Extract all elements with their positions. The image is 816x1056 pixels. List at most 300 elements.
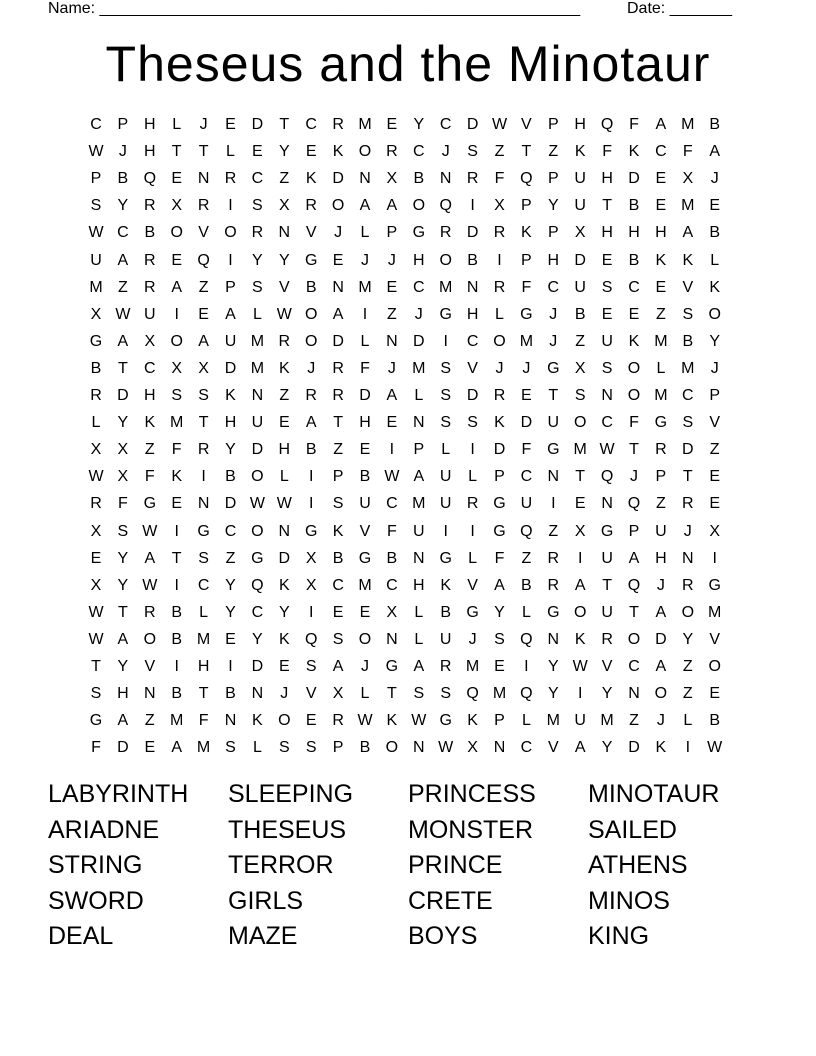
- grid-letter: P: [709, 387, 721, 404]
- grid-letter: M: [519, 332, 534, 350]
- word-list-item: MINOS: [588, 886, 670, 915]
- grid-letter: A: [332, 658, 344, 675]
- grid-row: [0, 653, 816, 680]
- grid-letter: R: [439, 224, 452, 242]
- grid-letter: I: [174, 522, 179, 540]
- grid-letter: S: [413, 685, 425, 703]
- grid-letter: C: [628, 658, 640, 675]
- grid-letter: F: [602, 143, 612, 161]
- grid-letter: L: [414, 603, 424, 621]
- grid-row: [0, 436, 816, 463]
- grid-letter: L: [468, 468, 478, 486]
- grid-row: [0, 707, 816, 734]
- date-field-label: Date: _______: [627, 0, 732, 17]
- grid-letter: Z: [629, 712, 639, 730]
- grid-letter: L: [360, 332, 370, 350]
- grid-letter: E: [171, 170, 183, 188]
- grid-letter: X: [198, 359, 209, 377]
- grid-letter: Y: [413, 116, 425, 133]
- grid-letter: O: [708, 658, 721, 675]
- grid-letter: U: [601, 603, 613, 621]
- grid-letter: B: [574, 305, 586, 323]
- grid-letter: T: [333, 414, 343, 432]
- grid-letter: R: [90, 495, 102, 513]
- grid-letter: Z: [656, 305, 666, 323]
- grid-row: [0, 382, 816, 409]
- grid-letter: Q: [304, 630, 318, 648]
- grid-letter: H: [144, 116, 156, 133]
- grid-letter: N: [413, 739, 425, 757]
- grid-letter: F: [494, 170, 505, 188]
- grid-letter: H: [278, 441, 291, 459]
- grid-row: [0, 165, 816, 192]
- grid-letter: O: [654, 685, 668, 703]
- grid-letter: W: [572, 658, 588, 675]
- grid-letter: L: [656, 359, 666, 377]
- grid-letter: K: [278, 576, 290, 594]
- grid-letter: D: [628, 739, 640, 757]
- grid-letter: S: [198, 387, 209, 404]
- grid-letter: L: [468, 549, 478, 567]
- grid-letter: R: [493, 387, 506, 404]
- grid-letter: C: [224, 522, 237, 540]
- grid-letter: I: [228, 197, 233, 215]
- grid-letter: V: [359, 522, 371, 540]
- grid-letter: U: [547, 414, 560, 432]
- grid-letter: A: [574, 576, 586, 594]
- grid-letter: X: [574, 522, 586, 540]
- grid-row: [0, 355, 816, 382]
- grid-letter: B: [225, 685, 236, 703]
- grid-letter: U: [574, 278, 586, 296]
- grid-letter: Y: [278, 251, 290, 269]
- grid-letter: V: [682, 278, 694, 296]
- grid-letter: B: [709, 712, 721, 730]
- grid-letter: U: [520, 495, 533, 513]
- grid-letter: J: [361, 251, 369, 269]
- grid-letter: D: [332, 332, 344, 350]
- grid-letter: Z: [494, 143, 505, 161]
- grid-letter: H: [413, 576, 425, 594]
- grid-letter: T: [118, 603, 128, 621]
- grid-letter: E: [171, 251, 183, 269]
- grid-letter: H: [547, 251, 560, 269]
- grid-letter: N: [224, 712, 237, 730]
- grid-letter: R: [332, 387, 344, 404]
- grid-letter: E: [494, 658, 505, 675]
- grid-letter: E: [386, 116, 398, 133]
- grid-letter: E: [225, 630, 236, 648]
- grid-letter: Z: [709, 441, 720, 459]
- grid-letter: J: [199, 116, 208, 133]
- grid-letter: A: [332, 305, 344, 323]
- grid-letter: N: [278, 522, 291, 540]
- grid-letter: A: [225, 305, 236, 323]
- grid-letter: B: [628, 197, 640, 215]
- grid-letter: I: [497, 251, 502, 269]
- grid-letter: F: [171, 441, 182, 459]
- grid-letter: E: [305, 712, 317, 730]
- grid-letter: B: [305, 441, 317, 459]
- grid-letter: V: [601, 658, 613, 675]
- grid-letter: Y: [117, 576, 129, 594]
- grid-letter: A: [117, 251, 129, 269]
- grid-letter: J: [630, 468, 638, 486]
- grid-letter: W: [88, 224, 104, 242]
- word-list-item: SLEEPING: [228, 780, 354, 808]
- grid-letter: D: [251, 116, 264, 133]
- grid-letter: Z: [575, 332, 586, 350]
- grid-letter: U: [439, 630, 452, 648]
- grid-letter: I: [577, 685, 583, 703]
- grid-letter: E: [332, 251, 344, 269]
- grid-letter: C: [682, 387, 694, 404]
- grid-letter: D: [574, 251, 586, 269]
- grid-letter: K: [252, 712, 263, 730]
- grid-letter: R: [655, 441, 667, 459]
- grid-row: [0, 138, 816, 165]
- grid-letter: I: [174, 576, 179, 594]
- grid-letter: L: [683, 712, 693, 730]
- grid-letter: H: [117, 685, 129, 703]
- grid-letter: J: [361, 658, 369, 675]
- grid-letter: R: [251, 224, 264, 242]
- grid-letter: X: [574, 224, 586, 242]
- grid-letter: D: [332, 170, 344, 188]
- grid-row: [0, 599, 816, 626]
- grid-letter: P: [386, 224, 398, 242]
- grid-letter: L: [199, 603, 209, 621]
- grid-letter: O: [412, 197, 426, 215]
- grid-letter: T: [548, 387, 559, 404]
- grid-letter: B: [305, 278, 317, 296]
- grid-letter: R: [466, 170, 479, 188]
- grid-row: [0, 626, 816, 653]
- grid-letter: J: [334, 224, 343, 242]
- grid-row: [0, 301, 816, 328]
- grid-letter: F: [629, 116, 639, 133]
- grid-letter: B: [117, 170, 129, 188]
- grid-letter: C: [144, 359, 156, 377]
- grid-letter: R: [601, 630, 613, 648]
- grid-letter: O: [627, 359, 641, 377]
- word-list-item: CRETE: [408, 886, 493, 915]
- grid-letter: R: [439, 658, 452, 675]
- grid-letter: G: [439, 712, 452, 730]
- grid-letter: S: [225, 739, 236, 757]
- grid-letter: O: [304, 305, 318, 323]
- grid-letter: Y: [278, 603, 290, 621]
- grid-letter: E: [225, 116, 236, 133]
- grid-letter: R: [197, 197, 210, 215]
- grid-letter: W: [411, 712, 427, 730]
- grid-letter: W: [276, 305, 292, 323]
- grid-letter: Z: [333, 441, 343, 459]
- grid-letter: O: [627, 387, 641, 404]
- grid-letter: P: [332, 468, 344, 486]
- grid-letter: Z: [656, 495, 666, 513]
- grid-letter: X: [171, 197, 183, 215]
- grid-letter: S: [305, 658, 317, 675]
- grid-letter: M: [600, 712, 614, 730]
- grid-letter: J: [656, 576, 665, 594]
- grid-letter: C: [90, 116, 102, 133]
- grid-letter: G: [654, 414, 668, 432]
- grid-letter: X: [144, 332, 156, 350]
- grid-letter: X: [305, 549, 317, 567]
- grid-letter: W: [276, 495, 292, 513]
- grid-letter: R: [493, 224, 506, 242]
- word-list-item: STRING: [48, 851, 143, 879]
- grid-letter: C: [628, 278, 640, 296]
- grid-letter: I: [524, 658, 529, 675]
- grid-letter: U: [251, 414, 264, 432]
- grid-letter: S: [440, 685, 452, 703]
- grid-letter: J: [522, 359, 531, 377]
- grid-letter: Q: [466, 685, 479, 703]
- grid-letter: U: [439, 468, 452, 486]
- grid-row: [0, 680, 816, 707]
- grid-letter: E: [709, 468, 721, 486]
- grid-letter: G: [600, 522, 614, 540]
- grid-letter: M: [196, 739, 211, 757]
- grid-letter: J: [307, 359, 316, 377]
- grid-letter: P: [547, 116, 559, 133]
- grid-letter: E: [601, 251, 613, 269]
- grid-letter: Q: [520, 685, 533, 703]
- grid-letter: C: [466, 332, 479, 350]
- grid-letter: A: [198, 332, 209, 350]
- grid-row: [0, 463, 816, 490]
- grid-letter: L: [91, 414, 101, 432]
- grid-letter: K: [521, 224, 532, 242]
- grid-letter: A: [682, 224, 694, 242]
- grid-letter: Z: [279, 170, 290, 188]
- grid-letter: G: [89, 712, 103, 730]
- grid-letter: I: [470, 197, 475, 215]
- grid-letter: J: [414, 305, 423, 323]
- grid-letter: F: [629, 414, 639, 432]
- grid-letter: E: [332, 603, 344, 621]
- grid-letter: O: [385, 739, 399, 757]
- grid-letter: G: [412, 224, 426, 242]
- grid-letter: E: [278, 414, 290, 432]
- grid-letter: A: [628, 549, 640, 567]
- grid-letter: C: [547, 278, 560, 296]
- grid-letter: S: [601, 278, 613, 296]
- grid-letter: C: [655, 143, 667, 161]
- grid-letter: T: [198, 685, 209, 703]
- grid-letter: B: [521, 576, 532, 594]
- grid-letter: W: [707, 739, 723, 757]
- grid-letter: O: [278, 712, 291, 730]
- grid-letter: L: [360, 685, 370, 703]
- grid-letter: K: [440, 576, 452, 594]
- grid-letter: E: [359, 441, 371, 459]
- grid-letter: L: [226, 143, 235, 161]
- grid-letter: E: [386, 414, 398, 432]
- grid-letter: A: [413, 658, 425, 675]
- grid-letter: E: [628, 305, 640, 323]
- grid-row: [0, 409, 816, 436]
- grid-letter: X: [467, 739, 478, 757]
- grid-letter: D: [359, 387, 371, 404]
- grid-letter: Z: [548, 522, 559, 540]
- grid-letter: K: [225, 387, 236, 404]
- grid-letter: Y: [252, 630, 263, 648]
- grid-letter: Z: [198, 278, 209, 296]
- grid-letter: F: [521, 441, 532, 459]
- word-list-item: MAZE: [228, 922, 298, 950]
- grid-letter: A: [386, 387, 398, 404]
- grid-letter: B: [171, 630, 183, 648]
- grid-letter: H: [655, 224, 667, 242]
- grid-letter: O: [708, 305, 721, 323]
- grid-letter: E: [359, 603, 371, 621]
- grid-letter: S: [252, 278, 263, 296]
- grid-letter: W: [88, 468, 104, 486]
- grid-letter: O: [304, 332, 318, 350]
- grid-row: [0, 572, 816, 599]
- grid-letter: C: [520, 468, 533, 486]
- grid-letter: V: [467, 359, 478, 377]
- grid-letter: X: [278, 197, 290, 215]
- grid-letter: H: [628, 224, 640, 242]
- grid-letter: H: [655, 549, 667, 567]
- grid-letter: D: [466, 116, 479, 133]
- grid-letter: D: [466, 224, 479, 242]
- grid-letter: T: [279, 116, 290, 133]
- grid-letter: X: [117, 468, 129, 486]
- grid-letter: M: [546, 712, 560, 730]
- grid-letter: T: [118, 359, 128, 377]
- grid-letter: D: [117, 739, 129, 757]
- grid-letter: F: [387, 522, 397, 540]
- grid-letter: Y: [225, 603, 236, 621]
- grid-letter: P: [521, 251, 532, 269]
- grid-letter: X: [494, 197, 505, 215]
- grid-letter: P: [521, 197, 532, 215]
- grid-letter: Z: [144, 441, 155, 459]
- word-list-item: PRINCESS: [408, 780, 536, 808]
- word-list-item: MINOTAUR: [588, 780, 720, 808]
- grid-letter: M: [492, 685, 507, 703]
- word-list-item: SAILED: [588, 815, 677, 844]
- grid-letter: W: [88, 603, 104, 621]
- grid-letter: S: [90, 197, 102, 215]
- grid-row: [0, 545, 816, 572]
- grid-letter: F: [91, 739, 101, 757]
- grid-letter: G: [143, 495, 157, 513]
- grid-letter: Z: [144, 712, 155, 730]
- grid-letter: K: [628, 332, 640, 350]
- grid-letter: N: [466, 278, 479, 296]
- grid-letter: T: [171, 549, 182, 567]
- grid-letter: X: [386, 603, 398, 621]
- word-list-item: THESEUS: [228, 815, 347, 844]
- grid-letter: K: [332, 522, 344, 540]
- grid-letter: C: [386, 576, 398, 594]
- grid-letter: P: [494, 712, 505, 730]
- grid-letter: M: [681, 116, 695, 133]
- grid-row: [0, 111, 816, 138]
- grid-letter: M: [439, 278, 453, 296]
- grid-letter: A: [144, 549, 156, 567]
- grid-letter: O: [358, 143, 372, 161]
- grid-letter: C: [251, 603, 264, 621]
- grid-letter: O: [143, 630, 157, 648]
- grid-letter: R: [386, 143, 398, 161]
- grid-letter: N: [197, 495, 210, 513]
- grid-letter: A: [655, 116, 667, 133]
- word-list-item: LABYRINTH: [48, 780, 189, 808]
- grid-letter: B: [709, 224, 721, 242]
- grid-letter: K: [574, 630, 586, 648]
- grid-letter: F: [521, 278, 532, 296]
- grid-letter: U: [144, 305, 156, 323]
- grid-letter: K: [278, 359, 290, 377]
- grid-letter: E: [655, 278, 667, 296]
- grid-letter: C: [305, 116, 317, 133]
- grid-letter: Q: [600, 116, 614, 133]
- grid-letter: W: [88, 630, 104, 648]
- grid-letter: I: [174, 305, 179, 323]
- grid-letter: I: [389, 441, 395, 459]
- grid-row: [0, 328, 816, 355]
- grid-letter: H: [466, 305, 479, 323]
- grid-letter: S: [332, 495, 344, 513]
- grid-letter: A: [574, 739, 586, 757]
- grid-letter: I: [685, 739, 691, 757]
- grid-letter: D: [466, 387, 479, 404]
- grid-letter: I: [551, 495, 556, 513]
- grid-letter: D: [251, 441, 264, 459]
- grid-letter: S: [601, 359, 613, 377]
- grid-row: [0, 247, 816, 274]
- grid-letter: C: [386, 495, 398, 513]
- grid-letter: S: [440, 359, 452, 377]
- grid-letter: U: [439, 495, 452, 513]
- grid-letter: T: [521, 143, 532, 161]
- grid-letter: M: [250, 359, 265, 377]
- grid-letter: A: [117, 332, 129, 350]
- grid-letter: C: [520, 739, 533, 757]
- grid-letter: Y: [682, 630, 694, 648]
- grid-letter: X: [90, 441, 102, 459]
- grid-letter: A: [171, 739, 183, 757]
- grid-letter: V: [278, 278, 290, 296]
- grid-letter: O: [493, 332, 506, 350]
- grid-letter: L: [414, 387, 424, 404]
- grid-letter: I: [362, 305, 368, 323]
- grid-letter: D: [224, 495, 237, 513]
- grid-letter: K: [494, 414, 505, 432]
- grid-letter: P: [494, 468, 505, 486]
- grid-letter: S: [440, 387, 452, 404]
- word-list-item: GIRLS: [228, 886, 304, 915]
- grid-letter: L: [521, 712, 531, 730]
- grid-letter: Z: [225, 549, 236, 567]
- grid-letter: U: [601, 332, 613, 350]
- grid-letter: M: [89, 278, 103, 296]
- grid-letter: P: [90, 170, 102, 188]
- word-list-item: BOYS: [408, 922, 478, 950]
- grid-letter: H: [601, 224, 613, 242]
- grid-letter: L: [252, 739, 262, 757]
- grid-letter: T: [198, 143, 209, 161]
- grid-letter: M: [681, 197, 695, 215]
- grid-letter: S: [117, 522, 129, 540]
